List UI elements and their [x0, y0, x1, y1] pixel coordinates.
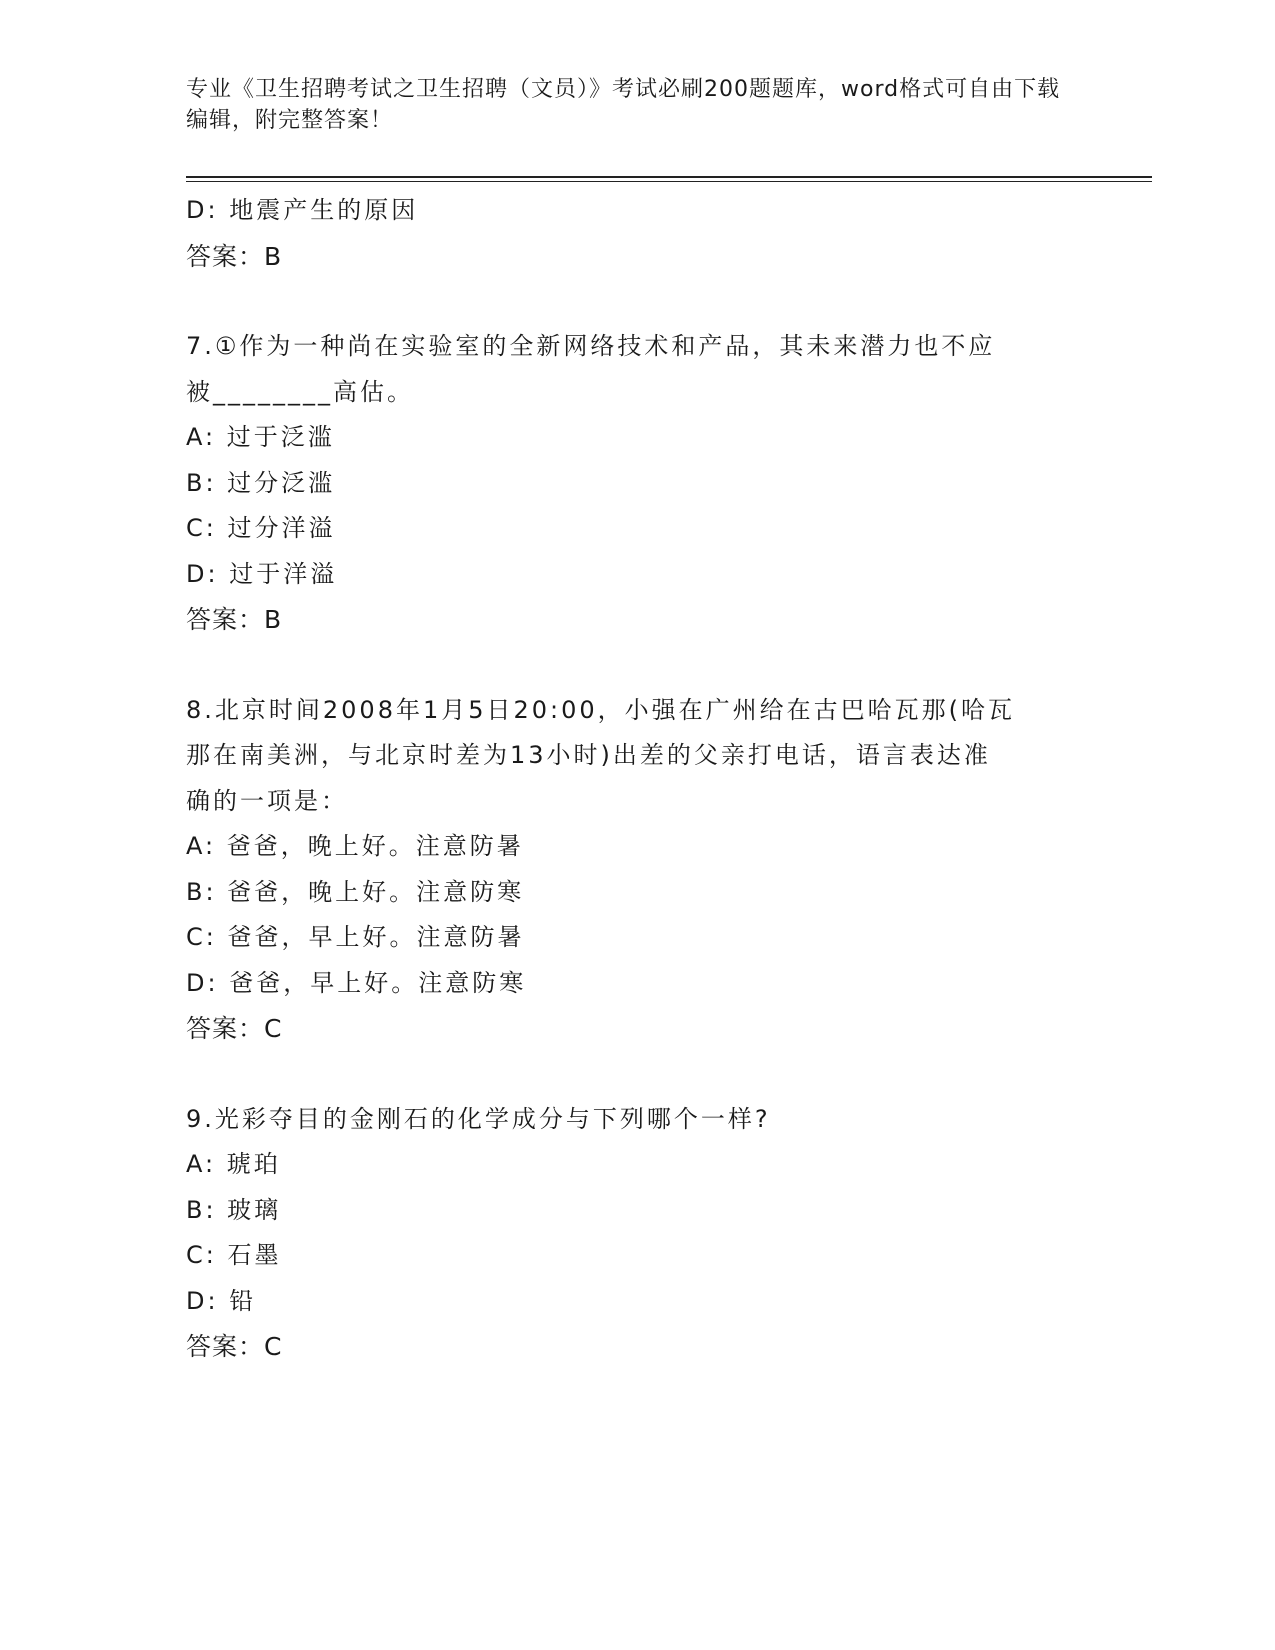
- page-header: 专业《卫生招聘考试之卫生招聘（文员）》考试必刷200题题库，word格式可自由下载编辑，附完整答案！: [186, 77, 1061, 133]
- header-rule-thick: [186, 176, 1152, 178]
- option-a: A: 琥珀: [186, 1150, 281, 1178]
- question-block-8: [186, 688, 1086, 1052]
- answer-line: 答案：B: [186, 241, 283, 271]
- option-d: D: 铅: [186, 1286, 257, 1315]
- answer-line: 答案：B: [186, 605, 283, 634]
- question-block-6: [186, 188, 1086, 279]
- question-text: 9.光彩夺目的金刚石的化学成分与下列哪个一样?: [186, 1104, 771, 1133]
- option-c: C: 过分洋溢: [186, 514, 336, 542]
- spacer: [186, 643, 1086, 688]
- answer-line: 答案：C: [186, 1014, 283, 1043]
- option-d: D: 爸爸，早上好。注意防寒: [186, 968, 527, 997]
- option-a: A: 爸爸，晚上好。注意防暑: [186, 832, 524, 860]
- option-d: D: 地震产生的原因: [186, 196, 419, 224]
- option-b: B: 过分泛滥: [186, 468, 336, 497]
- question-text: 7.①作为一种尚在实验室的全新网络技术和产品，其未来潜力也不应: [186, 332, 996, 360]
- option-d: D: 过于洋溢: [186, 559, 338, 588]
- option-c: C: 爸爸，早上好。注意防暑: [186, 923, 525, 951]
- header-rule-thin: [186, 181, 1152, 182]
- question-text: 8.北京时间2008年1月5日20:00，小强在广州给在古巴哈瓦那(哈瓦: [186, 695, 1016, 724]
- option-a: A: 过于泛滥: [186, 423, 335, 451]
- question-text: 那在南美洲，与北京时差为13小时)出差的父亲打电话，语言表达准: [186, 741, 991, 769]
- spacer: [186, 1052, 1086, 1097]
- option-b: B: 爸爸，晚上好。注意防寒: [186, 877, 525, 906]
- question-block-9: [186, 1097, 1086, 1370]
- option-c: C: 石墨: [186, 1241, 282, 1269]
- question-list: [186, 188, 1086, 1370]
- option-b: B: 玻璃: [186, 1195, 282, 1224]
- question-text: 确的一项是：: [186, 786, 348, 815]
- answer-line: 答案：C: [186, 1332, 283, 1361]
- question-block-7: [186, 324, 1086, 643]
- spacer: [186, 279, 1086, 324]
- question-text: 被________高估。: [186, 377, 414, 406]
